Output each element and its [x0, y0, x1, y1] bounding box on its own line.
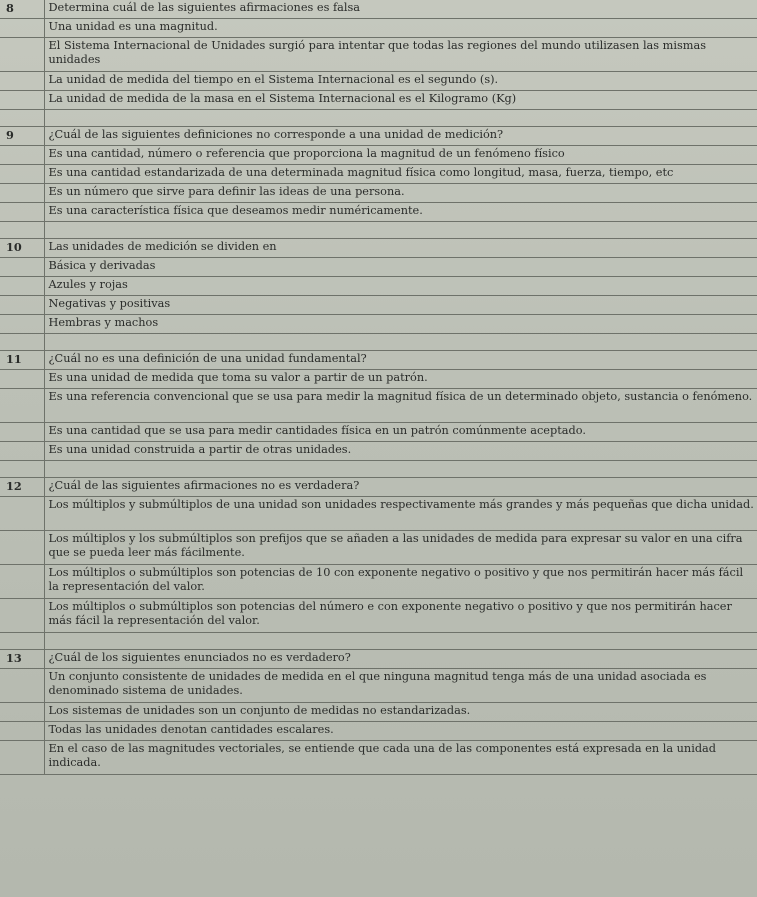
option-row: [0, 370, 757, 389]
option-text[interactable]: Es una unidad construida a partir de otras unidades.: [44, 442, 757, 461]
question-number: 10: [0, 239, 44, 258]
option-row: [0, 277, 757, 296]
option-text[interactable]: Una unidad es una magnitud.: [44, 19, 757, 38]
question-row: [0, 478, 757, 497]
question-row: [0, 239, 757, 258]
option-row: [0, 669, 757, 703]
option-text[interactable]: La unidad de medida de la masa en el Sistema Internacional es el Kilogramo (Kg): [44, 91, 757, 110]
option-text[interactable]: Todas las unidades denotan cantidades escalares.: [44, 722, 757, 741]
option-text[interactable]: Básica y derivadas: [44, 258, 757, 277]
option-text[interactable]: Es una cantidad, número o referencia que proporciona la magnitud de un fenómeno físico: [44, 146, 757, 165]
option-row: [0, 315, 757, 334]
question-prompt: ¿Cuál no es una definición de una unidad fundamental?: [44, 351, 757, 370]
option-row: [0, 72, 757, 91]
option-row: [0, 703, 757, 722]
option-row: [0, 296, 757, 315]
option-text[interactable]: El Sistema Internacional de Unidades surgió para intentar que todas las regiones del mundo utilizasen las mismas unidades: [44, 38, 757, 72]
option-text[interactable]: Hembras y machos: [44, 315, 757, 334]
spacer-row: [0, 334, 757, 351]
spacer-row: [0, 633, 757, 650]
option-row: [0, 497, 757, 531]
option-row: [0, 565, 757, 599]
option-text[interactable]: Los múltiplos y los submúltiplos son prefijos que se añaden a las unidades de medida para expresar su valor en una cifra que se pueda leer más fácilmente.: [44, 531, 757, 565]
option-row: [0, 184, 757, 203]
option-text[interactable]: Los múltiplos y submúltiplos de una unidad son unidades respectivamente más grandes y más pequeñas que dicha unidad.: [44, 497, 757, 531]
option-row: [0, 442, 757, 461]
question-number: 8: [0, 0, 44, 19]
option-row: [0, 389, 757, 423]
option-text[interactable]: En el caso de las magnitudes vectoriales, se entiende que cada una de las componentes está expresada en la unidad indicada.: [44, 741, 757, 775]
spacer-row: [0, 222, 757, 239]
option-text[interactable]: Los múltiplos o submúltiplos son potencias de 10 con exponente negativo o positivo y que nos permitirán hacer más fácil la representación del valor.: [44, 565, 757, 599]
question-row: [0, 127, 757, 146]
option-row: [0, 531, 757, 565]
option-text[interactable]: Es una cantidad estandarizada de una determinada magnitud física como longitud, masa, fuerza, tiempo, etc: [44, 165, 757, 184]
option-text[interactable]: Los sistemas de unidades son un conjunto de medidas no estandarizadas.: [44, 703, 757, 722]
question-number: 13: [0, 650, 44, 669]
option-text[interactable]: Negativas y positivas: [44, 296, 757, 315]
option-row: [0, 203, 757, 222]
option-text[interactable]: Es una unidad de medida que toma su valor a partir de un patrón.: [44, 370, 757, 389]
option-row: [0, 423, 757, 442]
option-text[interactable]: Es un número que sirve para definir las ideas de una persona.: [44, 184, 757, 203]
option-row: [0, 38, 757, 72]
question-row: [0, 0, 757, 19]
option-text[interactable]: Es una cantidad que se usa para medir cantidades física en un patrón comúnmente aceptado.: [44, 423, 757, 442]
option-text[interactable]: Los múltiplos o submúltiplos son potencias del número e con exponente negativo o positivo y que nos permitirán hacer más fácil la representación del valor.: [44, 599, 757, 633]
question-prompt: ¿Cuál de las siguientes definiciones no corresponde a una unidad de medición?: [44, 127, 757, 146]
option-row: [0, 741, 757, 775]
question-row: [0, 351, 757, 370]
question-prompt: Determina cuál de las siguientes afirmaciones es falsa: [44, 0, 757, 19]
spacer-row: [0, 461, 757, 478]
option-row: [0, 165, 757, 184]
question-number: 11: [0, 351, 44, 370]
option-text[interactable]: Azules y rojas: [44, 277, 757, 296]
option-row: [0, 146, 757, 165]
option-row: [0, 19, 757, 38]
option-row: [0, 258, 757, 277]
spacer-row: [0, 110, 757, 127]
option-text[interactable]: Es una característica física que deseamos medir numéricamente.: [44, 203, 757, 222]
option-row: [0, 722, 757, 741]
question-number: 12: [0, 478, 44, 497]
option-row: [0, 599, 757, 633]
option-text[interactable]: La unidad de medida del tiempo en el Sistema Internacional es el segundo (s).: [44, 72, 757, 91]
option-row: [0, 91, 757, 110]
question-prompt: ¿Cuál de las siguientes afirmaciones no es verdadera?: [44, 478, 757, 497]
option-text[interactable]: Un conjunto consistente de unidades de medida en el que ninguna magnitud tenga más de una unidad asociada es denominado sistema de unidades.: [44, 669, 757, 703]
question-prompt: Las unidades de medición se dividen en: [44, 239, 757, 258]
question-row: [0, 650, 757, 669]
question-number: 9: [0, 127, 44, 146]
question-prompt: ¿Cuál de los siguientes enunciados no es verdadero?: [44, 650, 757, 669]
option-text[interactable]: Es una referencia convencional que se usa para medir la magnitud física de un determinado objeto, sustancia o fenómeno.: [44, 389, 757, 423]
